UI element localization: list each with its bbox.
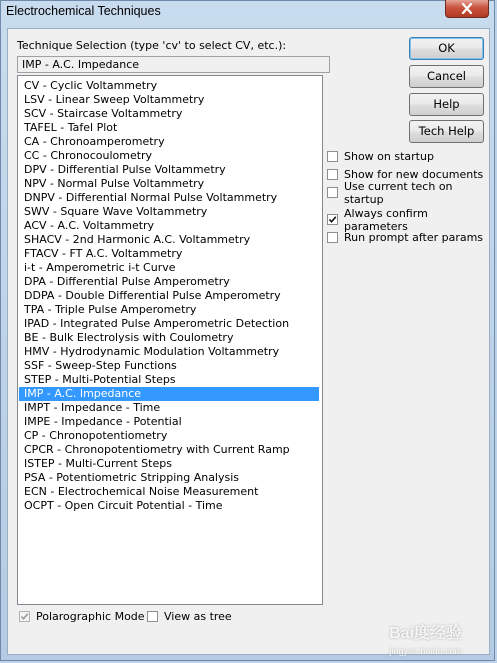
technique-list-item[interactable]: CA - Chronoamperometry (24, 135, 165, 148)
tech-help-button[interactable]: Tech Help (409, 120, 484, 143)
use-current-tech-label: Use current tech on startup (344, 179, 453, 206)
option-always-confirm[interactable] (327, 206, 489, 233)
technique-list-item[interactable]: CPCR - Chronopotentiometry with Current Ramp (24, 443, 290, 456)
always-confirm-checkbox[interactable] (327, 214, 338, 225)
watermark-logo: Bai度经验 (389, 625, 462, 642)
technique-list-item[interactable]: PSA - Potentiometric Stripping Analysis (24, 471, 240, 484)
technique-list-item[interactable]: DPV - Differential Pulse Voltammetry (24, 163, 226, 176)
technique-list-item[interactable]: SSF - Sweep-Step Functions (24, 359, 177, 372)
view-as-tree-checkbox[interactable] (147, 611, 158, 622)
close-button[interactable] (445, 0, 489, 18)
technique-list-item[interactable]: HMV - Hydrodynamic Modulation Voltammetry (24, 345, 280, 358)
selected-technique-field[interactable]: IMP - A.C. Impedance (17, 56, 330, 73)
polarographic-mode-checkbox[interactable] (19, 611, 30, 622)
cancel-button[interactable]: Cancel (409, 65, 484, 88)
technique-list-item[interactable]: LSV - Linear Sweep Voltammetry (24, 93, 205, 106)
always-confirm-label: Always confirm parameters (344, 206, 428, 233)
technique-list-item[interactable]: ISTEP - Multi-Current Steps (24, 457, 172, 470)
watermark-url: jingyan.baidu.com (389, 646, 462, 656)
title-bar[interactable] (1, 1, 494, 25)
technique-list-item[interactable]: SHACV - 2nd Harmonic A.C. Voltammetry (24, 233, 251, 246)
option-use-current-tech[interactable] (327, 179, 489, 206)
window-title: Electrochemical Techniques (6, 4, 161, 18)
technique-list-item[interactable]: DDPA - Double Differential Pulse Amperometry (24, 289, 281, 302)
technique-list-item[interactable]: IMPT - Impedance - Time (24, 401, 161, 414)
checkmark-icon (328, 215, 337, 224)
show-on-startup-label: Show on startup (344, 150, 434, 163)
run-prompt-checkbox[interactable] (327, 232, 338, 243)
view-as-tree-option[interactable] (147, 609, 232, 624)
technique-list-item[interactable]: SCV - Staircase Voltammetry (24, 107, 183, 120)
technique-list-item[interactable]: IMPE - Impedance - Potential (24, 415, 182, 428)
option-show-on-startup[interactable] (327, 149, 434, 164)
technique-list-item[interactable]: IPAD - Integrated Pulse Amperometric Detection (24, 317, 290, 330)
technique-list-item[interactable]: DPA - Differential Pulse Amperometry (24, 275, 230, 288)
technique-list-item[interactable]: CV - Cyclic Voltammetry (24, 79, 158, 92)
technique-list-item[interactable]: OCPT - Open Circuit Potential - Time (24, 499, 223, 512)
technique-list-item[interactable]: FTACV - FT A.C. Voltammetry (24, 247, 183, 260)
help-button[interactable]: Help (409, 93, 484, 116)
technique-list-item[interactable]: DNPV - Differential Normal Pulse Voltammetry (24, 191, 278, 204)
checkmark-icon (20, 612, 29, 621)
technique-list-item[interactable]: CP - Chronopotentiometry (24, 429, 168, 442)
technique-list-item[interactable]: SWV - Square Wave Voltammetry (24, 205, 208, 218)
polarographic-mode-label: Polarographic Mode (36, 610, 145, 623)
use-current-tech-checkbox[interactable] (327, 187, 338, 198)
view-as-tree-label: View as tree (164, 610, 232, 623)
show-on-startup-checkbox[interactable] (327, 151, 338, 162)
technique-list-item[interactable]: TPA - Triple Pulse Amperometry (24, 303, 197, 316)
show-for-new-documents-label: Show for new documents (344, 168, 484, 181)
run-prompt-label: Run prompt after params (344, 231, 484, 244)
technique-list-item[interactable]: IMP - A.C. Impedance (19, 387, 319, 401)
technique-selection-label: Technique Selection (type 'cv' to select CV, etc.): (17, 39, 287, 52)
show-for-new-documents-checkbox[interactable] (327, 169, 338, 180)
technique-list-item[interactable]: BE - Bulk Electrolysis with Coulometry (24, 331, 234, 344)
technique-list-item[interactable]: TAFEL - Tafel Plot (24, 121, 118, 134)
dialog-body (7, 28, 490, 655)
technique-list[interactable] (17, 75, 323, 605)
technique-list-item[interactable]: STEP - Multi-Potential Steps (24, 373, 176, 386)
technique-list-item[interactable]: ECN - Electrochemical Noise Measurement (24, 485, 259, 498)
technique-list-item[interactable]: CC - Chronocoulometry (24, 149, 153, 162)
ok-button[interactable]: OK (409, 37, 484, 60)
close-icon (461, 3, 473, 14)
technique-list-item[interactable]: i-t - Amperometric i-t Curve (24, 261, 176, 274)
option-run-prompt[interactable] (327, 230, 483, 245)
polarographic-mode-option[interactable] (19, 609, 145, 624)
technique-list-item[interactable]: ACV - A.C. Voltammetry (24, 219, 155, 232)
technique-list-item[interactable]: NPV - Normal Pulse Voltammetry (24, 177, 205, 190)
